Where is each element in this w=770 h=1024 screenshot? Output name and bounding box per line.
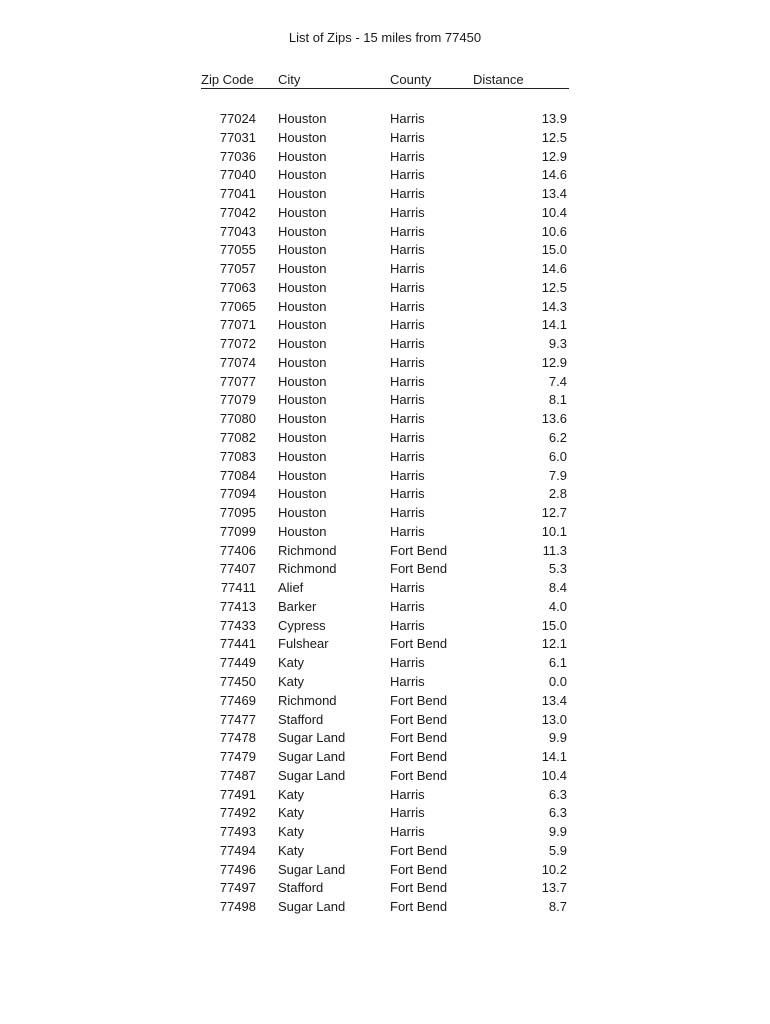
county-cell: Harris [390, 673, 425, 689]
county-cell: Fort Bend [390, 692, 448, 708]
table-row [201, 241, 569, 260]
distance-cell: 13.9 [541, 111, 567, 126]
zip-code-cell: 77441 [219, 636, 256, 652]
distance-cell: 13.4 [541, 692, 567, 708]
distance-cell: 10.6 [541, 223, 567, 239]
table-row [201, 335, 569, 354]
distance-cell: 10.1 [541, 523, 567, 539]
county-cell: Harris [390, 223, 425, 239]
distance-cell: 14.1 [541, 749, 567, 765]
table-row [201, 654, 569, 673]
table-row [201, 861, 569, 880]
county-cell: Fort Bend [390, 767, 448, 783]
county-cell: Fort Bend [390, 749, 448, 765]
county-cell: Harris [390, 805, 425, 821]
table-row [201, 748, 569, 767]
zip-code-cell: 77074 [219, 354, 256, 370]
table-row [201, 635, 569, 654]
table-row [201, 448, 569, 467]
zip-code-cell: 77077 [219, 373, 256, 389]
zip-code-cell: 77040 [219, 167, 256, 183]
zip-code-cell: 77031 [219, 129, 256, 145]
distance-cell: 13.6 [541, 411, 567, 427]
table-header [201, 72, 569, 89]
city-cell: Houston [278, 448, 327, 464]
zip-code-cell: 77079 [219, 392, 256, 408]
zip-code-cell: 77407 [219, 561, 256, 577]
city-cell: Sugar Land [278, 767, 346, 783]
table-row [201, 260, 569, 279]
city-cell: Houston [278, 167, 327, 183]
city-cell: Houston [278, 467, 327, 483]
city-cell: Stafford [278, 711, 324, 727]
county-cell: Harris [390, 167, 425, 183]
table-row [201, 560, 569, 579]
county-cell: Harris [390, 467, 425, 483]
table-row [201, 391, 569, 410]
city-cell: Richmond [278, 561, 337, 577]
city-cell: Stafford [278, 880, 324, 896]
distance-cell: 15.0 [541, 617, 567, 633]
county-cell: Harris [390, 655, 425, 671]
city-cell: Houston [278, 111, 327, 126]
county-cell: Harris [390, 373, 425, 389]
county-cell: Harris [390, 786, 425, 802]
table-row [201, 204, 569, 223]
table-row [201, 842, 569, 861]
zip-code-cell: 77082 [219, 430, 256, 446]
city-cell: Katy [278, 786, 305, 802]
table-row [201, 898, 569, 917]
distance-cell: 12.9 [541, 148, 567, 164]
zip-code-cell: 77491 [219, 786, 256, 802]
page-title: List of Zips - 15 miles from 77450 [288, 30, 482, 45]
table-row [201, 786, 569, 805]
zip-code-cell: 77063 [219, 279, 256, 295]
county-cell: Harris [390, 204, 425, 220]
city-cell: Barker [278, 598, 317, 614]
distance-cell: 12.5 [541, 129, 567, 145]
table-row [201, 804, 569, 823]
city-cell: Houston [278, 505, 327, 521]
table-row [201, 879, 569, 898]
table-row [201, 223, 569, 242]
zip-code-cell: 77450 [219, 673, 256, 689]
distance-cell: 4.0 [548, 598, 567, 614]
zip-code-cell: 77094 [219, 486, 256, 502]
city-cell: Katy [278, 673, 305, 689]
zip-code-cell: 77406 [219, 542, 256, 558]
county-cell: Harris [390, 617, 425, 633]
city-cell: Katy [278, 805, 305, 821]
zip-code-cell: 77080 [219, 411, 256, 427]
distance-cell: 7.4 [548, 373, 567, 389]
zip-code-cell: 77024 [219, 111, 256, 126]
distance-cell: 12.9 [541, 354, 567, 370]
table-row [201, 673, 569, 692]
header-zip-code: Zip Code [201, 72, 254, 87]
county-cell: Fort Bend [390, 636, 448, 652]
table-row [201, 579, 569, 598]
zip-code-cell: 77036 [219, 148, 256, 164]
zip-code-cell: 77095 [219, 505, 256, 521]
distance-cell: 8.1 [548, 392, 567, 408]
distance-cell: 10.4 [541, 204, 567, 220]
city-cell: Houston [278, 298, 327, 314]
table-row [201, 823, 569, 842]
zip-table [201, 72, 569, 915]
distance-cell: 11.3 [542, 542, 567, 558]
county-cell: Harris [390, 598, 425, 614]
city-cell: Houston [278, 148, 327, 164]
zip-code-cell: 77413 [219, 598, 256, 614]
table-row [201, 410, 569, 429]
zip-code-cell: 77479 [219, 749, 256, 765]
county-cell: Fort Bend [390, 842, 448, 858]
city-cell: Houston [278, 204, 327, 220]
distance-cell: 6.2 [548, 430, 567, 446]
city-cell: Sugar Land [278, 899, 346, 915]
city-cell: Katy [278, 824, 305, 840]
distance-cell: 13.4 [541, 186, 567, 202]
zip-code-cell: 77493 [219, 824, 256, 840]
distance-cell: 15.0 [541, 242, 567, 258]
city-cell: Houston [278, 430, 327, 446]
county-cell: Harris [390, 298, 425, 314]
county-cell: Harris [390, 261, 425, 277]
zip-code-cell: 77084 [219, 467, 256, 483]
distance-cell: 10.4 [541, 767, 567, 783]
city-cell: Houston [278, 261, 327, 277]
county-cell: Harris [390, 448, 425, 464]
distance-cell: 9.9 [548, 824, 567, 840]
table-row [201, 617, 569, 636]
distance-cell: 8.4 [548, 580, 567, 596]
distance-cell: 14.3 [541, 298, 567, 314]
city-cell: Houston [278, 129, 327, 145]
zip-code-cell: 77494 [219, 842, 256, 858]
zip-code-cell: 77055 [219, 242, 256, 258]
distance-cell: 13.7 [541, 880, 567, 896]
table-row [201, 711, 569, 730]
city-cell: Sugar Land [278, 730, 346, 746]
county-cell: Harris [390, 392, 425, 408]
table-row [201, 429, 569, 448]
city-cell: Sugar Land [278, 749, 346, 765]
zip-code-cell: 77071 [219, 317, 256, 333]
county-cell: Harris [390, 824, 425, 840]
distance-cell: 5.3 [548, 561, 567, 577]
distance-cell: 6.1 [548, 655, 567, 671]
distance-cell: 12.7 [541, 505, 567, 521]
zip-code-cell: 77043 [219, 223, 256, 239]
zip-code-cell: 77498 [219, 899, 256, 915]
city-cell: Richmond [278, 542, 337, 558]
county-cell: Fort Bend [390, 561, 448, 577]
distance-cell: 10.2 [541, 861, 567, 877]
zip-code-cell: 77449 [219, 655, 256, 671]
table-row [201, 767, 569, 786]
city-cell: Cypress [278, 617, 326, 633]
city-cell: Houston [278, 336, 327, 352]
city-cell: Alief [278, 580, 304, 596]
distance-cell: 9.9 [548, 730, 567, 746]
county-cell: Harris [390, 336, 425, 352]
zip-code-cell: 77057 [219, 261, 256, 277]
city-cell: Katy [278, 655, 305, 671]
county-cell: Fort Bend [390, 861, 448, 877]
city-cell: Houston [278, 354, 327, 370]
table-row [201, 148, 569, 167]
distance-cell: 12.5 [541, 279, 567, 295]
zip-code-cell: 77496 [219, 861, 256, 877]
county-cell: Harris [390, 111, 425, 126]
zip-code-cell: 77042 [219, 204, 256, 220]
zip-code-cell: 77083 [219, 448, 256, 464]
city-cell: Houston [278, 392, 327, 408]
city-cell: Houston [278, 486, 327, 502]
zip-code-cell: 77411 [220, 580, 256, 596]
table-row [201, 185, 569, 204]
distance-cell: 14.6 [541, 167, 567, 183]
zip-code-cell: 77478 [219, 730, 256, 746]
county-cell: Harris [390, 486, 425, 502]
table-row [201, 523, 569, 542]
city-cell: Sugar Land [278, 861, 346, 877]
zip-code-cell: 77433 [219, 617, 256, 633]
city-cell: Fulshear [278, 636, 329, 652]
table-row [201, 729, 569, 748]
distance-cell: 12.1 [541, 636, 567, 652]
county-cell: Harris [390, 505, 425, 521]
city-cell: Houston [278, 523, 327, 539]
city-cell: Katy [278, 842, 305, 858]
header-county: County [390, 72, 432, 87]
city-cell: Houston [278, 223, 327, 239]
county-cell: Harris [390, 242, 425, 258]
zip-code-cell: 77072 [219, 336, 256, 352]
city-cell: Houston [278, 411, 327, 427]
county-cell: Harris [390, 186, 425, 202]
table-row [201, 354, 569, 373]
county-cell: Fort Bend [390, 899, 448, 915]
city-cell: Richmond [278, 692, 337, 708]
table-row [201, 373, 569, 392]
table-body [201, 110, 569, 917]
distance-cell: 13.0 [541, 711, 567, 727]
distance-cell: 14.6 [541, 261, 567, 277]
county-cell: Fort Bend [390, 730, 448, 746]
table-row [201, 316, 569, 335]
zip-code-cell: 77477 [219, 711, 256, 727]
zip-code-cell: 77065 [219, 298, 256, 314]
county-cell: Harris [390, 129, 425, 145]
city-cell: Houston [278, 279, 327, 295]
table-row [201, 598, 569, 617]
zip-code-cell: 77041 [219, 186, 256, 202]
county-cell: Harris [390, 430, 425, 446]
table-row [201, 279, 569, 298]
county-cell: Harris [390, 279, 425, 295]
city-cell: Houston [278, 186, 327, 202]
distance-cell: 6.3 [548, 805, 567, 821]
table-row [201, 110, 569, 129]
table-row [201, 504, 569, 523]
distance-cell: 9.3 [548, 336, 567, 352]
table-row [201, 692, 569, 711]
county-cell: Fort Bend [390, 880, 448, 896]
city-cell: Houston [278, 242, 327, 258]
zip-code-cell: 77492 [219, 805, 256, 821]
county-cell: Harris [390, 317, 425, 333]
distance-cell: 14.1 [541, 317, 567, 333]
county-cell: Harris [390, 580, 425, 596]
city-cell: Houston [278, 317, 327, 333]
county-cell: Harris [390, 354, 425, 370]
county-cell: Fort Bend [390, 711, 448, 727]
distance-cell: 6.0 [548, 448, 567, 464]
county-cell: Harris [390, 523, 425, 539]
zip-code-cell: 77469 [219, 692, 256, 708]
table-row [201, 485, 569, 504]
distance-cell: 7.9 [548, 467, 567, 483]
header-city: City [278, 72, 301, 87]
table-row [201, 542, 569, 561]
county-cell: Harris [390, 411, 425, 427]
county-cell: Fort Bend [390, 542, 448, 558]
distance-cell: 8.7 [548, 899, 567, 915]
distance-cell: 5.9 [548, 842, 567, 858]
zip-code-cell: 77099 [219, 523, 256, 539]
table-row [201, 467, 569, 486]
city-cell: Houston [278, 373, 327, 389]
county-cell: Harris [390, 148, 425, 164]
zip-code-cell: 77497 [219, 880, 256, 896]
distance-cell: 0.0 [548, 673, 567, 689]
table-row [201, 166, 569, 185]
distance-cell: 2.8 [548, 486, 567, 502]
distance-cell: 6.3 [548, 786, 567, 802]
header-distance: Distance [473, 72, 524, 87]
zip-code-cell: 77487 [219, 767, 256, 783]
table-row [201, 298, 569, 317]
table-row [201, 129, 569, 148]
